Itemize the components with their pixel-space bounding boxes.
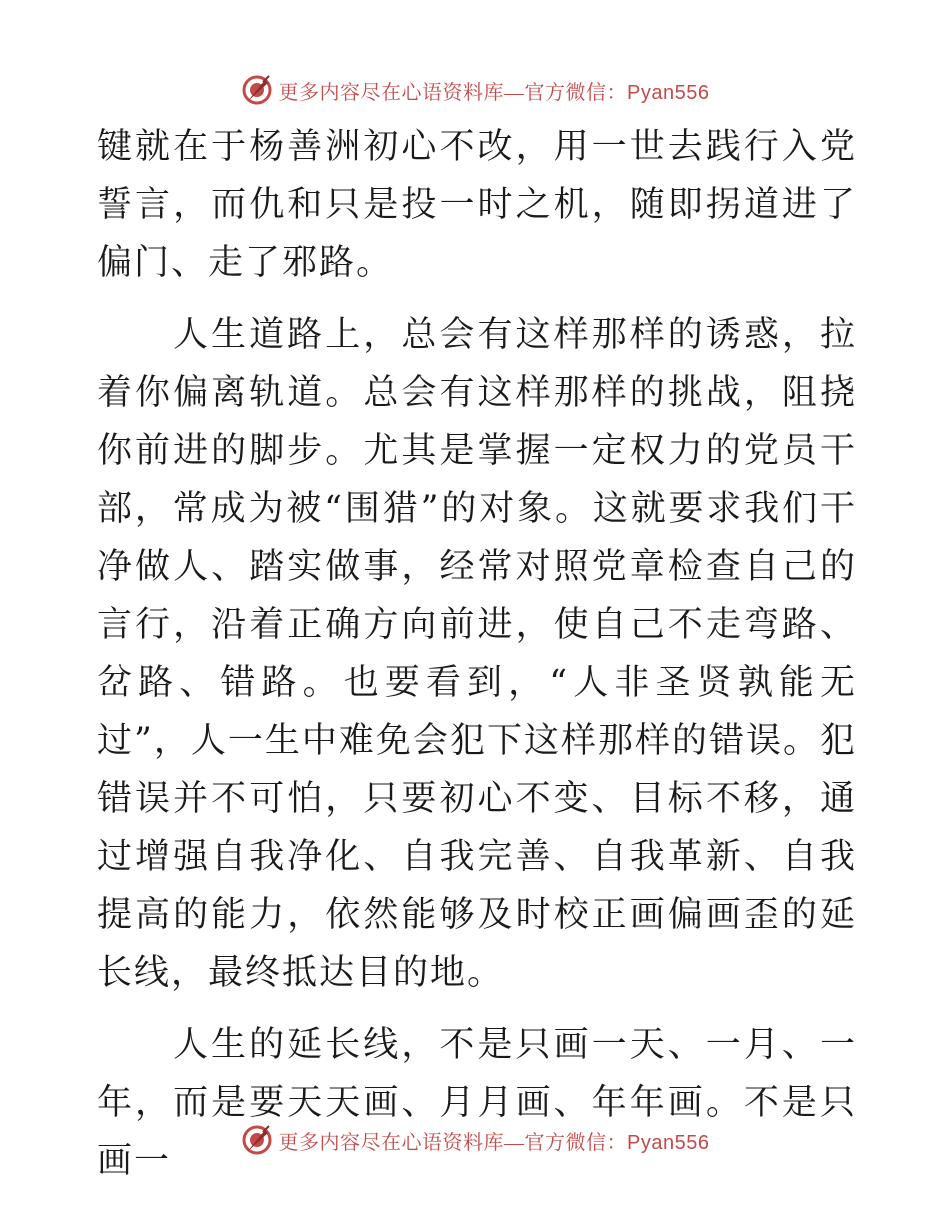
paragraph-2: 人生道路上，总会有这样那样的诱惑，拉着你偏离轨道。总会有这样那样的挑战，阻挠你前进的脚步。尤其是掌握一定权力的党员干部，常成为被“围猎”的对象。这就要求我们干净做人、踏实做事，经常对照党章检查自己的言行，沿着正确方向前进，使自己不走弯路、岔路、错路。也要看到，“人非圣贤孰能无过”，人一生中难免会犯下这样那样的错误。犯错误并不可怕，只要初心不变、目标不移，通过增强自我净化、自我完善、自我革新、自我提高的能力，依然能够及时校正画偏画歪的延长线，最终抵达目的地。 — [97, 315, 857, 993]
footer-banner — [0, 1120, 950, 1160]
header-banner — [0, 70, 950, 110]
header-banner-text — [279, 76, 710, 105]
document-body — [97, 118, 857, 1190]
header-wechat-handle: Pyan556 — [627, 81, 710, 104]
footer-banner-text — [279, 1126, 710, 1155]
paragraph-1: 键就在于杨善洲初心不改，用一世去践行入党誓言，而仇和只是投一时之机，随即拐道进了偏门、走了邪路。 — [97, 127, 857, 283]
footer-wechat-handle: Pyan556 — [627, 1131, 710, 1154]
quill-seal-icon — [241, 1124, 273, 1156]
quill-seal-icon — [241, 74, 273, 106]
header-site-text: 更多内容尽在心语资料库—官方微信： — [278, 81, 628, 104]
footer-site-text: 更多内容尽在心语资料库—官方微信： — [278, 1131, 628, 1154]
paragraph-3: 人生的延长线，不是只画一天、一月、一年，而是要天天画、月月画、年年画。不是只画一 — [97, 1025, 857, 1181]
